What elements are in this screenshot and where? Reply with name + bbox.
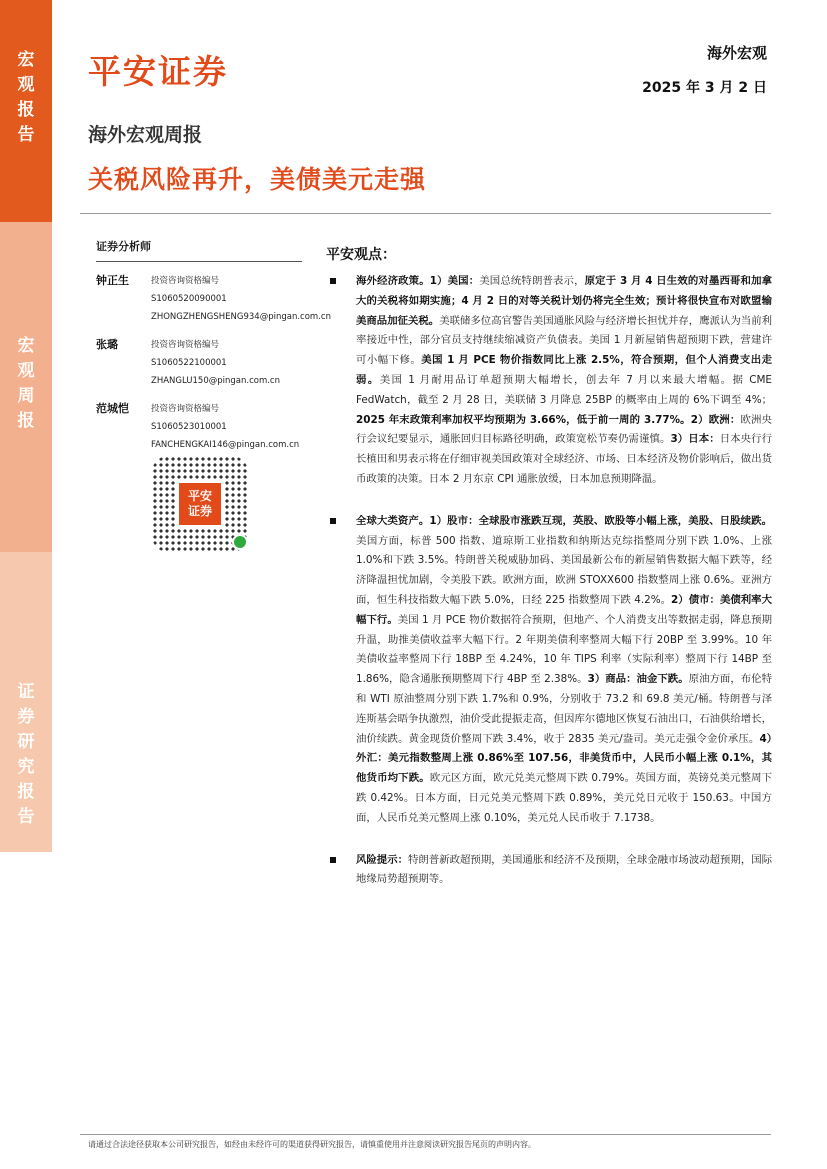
text-run: 原油方面，布伦特和 WTI 原油整周分别下跌 1.7%和 0.9%，分别收于 73.2 和 69.8 美元/桶。特朗普与泽连斯基会晤争执激烈，油价受此提振走高，但因库尔德地区恢复石油出口，石油供给增长，油价续跌。黄金现货价整周下跌 3.4%，收于 2835 美元/盎司。美元走强令金价承压。	[356, 673, 772, 745]
analyst-cert-number: S1060522100001	[151, 358, 227, 368]
footer-divider	[80, 1134, 771, 1135]
report-category: 海外宏观	[706, 44, 767, 62]
side-tab-char: 研	[17, 732, 35, 752]
analyst-name: 张璐	[96, 338, 118, 351]
square-bullet-icon	[330, 278, 336, 284]
text-run: 欧元区方面，欧元兑美元整周下跌 0.79%。英国方面，英镑兑美元整周下跌 0.42%。日本方面，日元兑美元整周下跌 0.89%，美元兑日元收于 150.63。中国方面，人民币兑美元整周上涨 0.10%，美元兑人民币收于 7.1738。	[356, 772, 773, 824]
bold-text-run: 风险提示：	[356, 853, 409, 866]
qr-logo-line: 证券	[187, 504, 212, 518]
analyst-entry	[96, 336, 312, 390]
analyst-entry	[96, 400, 312, 454]
bold-text-run: 4）外汇：美元指数整周上涨 0.86%至 107.56，非美货币中，人民币小幅上涨 0.1%，其他货币均下跌。	[356, 732, 773, 785]
analyst-email[interactable]: ZHONGZHENGSHENG934@pingan.com.cn	[151, 312, 331, 322]
side-tab-char: 证	[17, 682, 35, 702]
text-run: 日本央行行长植田和男表示将在仔细审视美国政策对全球经济、市场、日本经济及物价影响后，做出货币政策的决策。日本 2 月东京 CPI 通胀放缓，日本加息预期降温。	[356, 433, 773, 485]
view-bullet	[326, 512, 772, 829]
miniprogram-icon	[232, 534, 248, 550]
side-tab-macro-report	[0, 0, 52, 222]
analyst-entry	[96, 272, 331, 326]
analyst-name: 范城恺	[96, 402, 129, 415]
bold-text-run: 原定于 3 月 4 日生效的对墨西哥和加拿大的关税将如期实施；4 月 2 日的对等关税计划仍将完全生效；预计将很快宣布对欧盟输美商品加征关税。	[356, 275, 773, 327]
text-run: 美国 1 月 PCE 物价数据符合预期，但地产、个人消费支出等数据走弱，降息预期升温，助推美债收益率大幅下行。2 年期美债利率整周大幅下行 20BP 至 3.99%。10 年美债收益率整周下行 18BP 至 4.24%，10 年 TIPS 利率（实际利率）整周下行 14BP 至 1.86%，隐含通胀预期整周下行 4BP 至 2.38%。	[356, 613, 773, 686]
side-tab-char: 宏	[17, 50, 35, 70]
side-tab-char: 报	[17, 100, 35, 120]
side-tab-char: 报	[17, 782, 35, 802]
side-tab-char: 观	[17, 75, 35, 95]
header-meta	[642, 42, 767, 97]
bold-text-run: 2）债市：美债利率大幅下行。	[356, 593, 772, 626]
side-tab-char: 告	[17, 125, 35, 145]
square-bullet-icon	[330, 857, 336, 863]
square-bullet-icon	[330, 518, 336, 524]
analyst-email[interactable]: FANCHENGKAI146@pingan.com.cn	[151, 440, 300, 450]
view-bullet	[326, 272, 772, 490]
analyst-cert-label: 投资咨询资格编号	[151, 404, 220, 414]
key-views-title: 平安观点：	[326, 247, 396, 263]
bold-text-run: 全球大类资产。1）股市：全球股市涨跌互现，英股、欧股等小幅上涨，美股、日股续跌。	[356, 514, 772, 527]
report-date: 2025 年 3 月 2 日	[642, 80, 767, 96]
key-views-section	[326, 244, 772, 890]
bold-text-run: 海外经济政策。1）美国：	[356, 275, 480, 287]
bold-text-run: 2025 年末政策利率加权平均预期为 3.66%，低于前一周的 3.77%。2）欧洲：	[356, 413, 741, 426]
side-tab-macro-weekly	[0, 222, 52, 552]
analyst-cert-label: 投资咨询资格编号	[151, 276, 220, 286]
analysts-divider	[96, 261, 302, 262]
side-tab-char: 告	[17, 807, 35, 827]
analyst-cert-number: S1060520090001	[151, 294, 227, 304]
side-tab-char: 券	[17, 707, 35, 727]
analyst-name: 钟正生	[96, 274, 129, 287]
analyst-email[interactable]: ZHANGLU150@pingan.com.cn	[151, 376, 280, 386]
text-run: 欧洲央行会议纪要显示，通胀回归目标路径明确，政策宽松节奏仍需谨慎。	[356, 413, 772, 446]
company-logo: 平安证券	[88, 52, 228, 91]
bold-text-run: 3）日本：	[670, 433, 720, 446]
text-run: 特朗普新政超预期，美国通胀和经济不及预期，全球金融市场波动超预期，国际地缘局势超预期等。	[356, 853, 773, 886]
qr-logo-line: 平安	[187, 489, 212, 503]
side-tab-char: 报	[17, 411, 35, 431]
side-tab-char: 周	[17, 386, 35, 406]
analyst-panel	[96, 238, 331, 454]
report-headline: 关税风险再升，美债美元走强	[88, 165, 427, 194]
text-run: 美国 1 月耐用品订单超预期大幅增长，创去年 7 月以来最大增幅。据 CME FedWatch，截至 2 月 28 日，美联储 3 月降息 25BP 的概率由上周的 6%下调至 4%；	[356, 373, 772, 406]
view-bullet	[326, 851, 772, 891]
side-tab-char: 观	[17, 361, 35, 381]
side-tab-char: 宏	[17, 336, 35, 356]
text-run: 美联储多位高官警告美国通胀风险与经济增长担忧并存，鹰派认为当前利率接近中性，部分官员支持继续缩减资产负债表。美国 1 月新屋销售超预期下跌，营建许可小幅下修。	[356, 314, 772, 367]
wechat-qr-code	[152, 456, 248, 552]
bold-text-run: 3）商品：油金下跌。	[587, 673, 689, 686]
side-tab-securities-research	[0, 552, 52, 852]
analysts-title: 证券分析师	[96, 240, 151, 253]
text-run: 美国方面，标普 500 指数、道琼斯工业指数和纳斯达克综指整周分别下跌 1.0%、上涨 1.0%和下跌 3.5%。特朗普关税威胁加码、美国最新公布的新屋销售数据大幅下跌等，经济降温担忧加剧，令美股下跌。欧洲方面，欧洲 STOXX600 指数整周上涨 0.6%。亚洲方面，恒生科技指数大幅下跌 5.0%，日经 225 指数整周下跌 4.2%。	[356, 534, 772, 606]
analyst-cert-label: 投资咨询资格编号	[151, 340, 220, 350]
bold-text-run: 美国 1 月 PCE 物价指数同比上涨 2.5%，符合预期，但个人消费支出走弱。	[356, 354, 772, 386]
footer-disclaimer: 请通过合法途径获取本公司研究报告，如经由未经许可的渠道获得研究报告，请慎重使用并注意阅读研究报告尾页的声明内容。	[88, 1140, 536, 1149]
text-run: 美国总统特朗普表示，	[479, 275, 585, 287]
analyst-cert-number: S1060523010001	[151, 422, 227, 432]
report-type: 海外宏观周报	[88, 124, 203, 146]
side-tab-char: 究	[17, 757, 35, 777]
header-divider	[80, 213, 771, 214]
qr-logo	[176, 480, 224, 528]
